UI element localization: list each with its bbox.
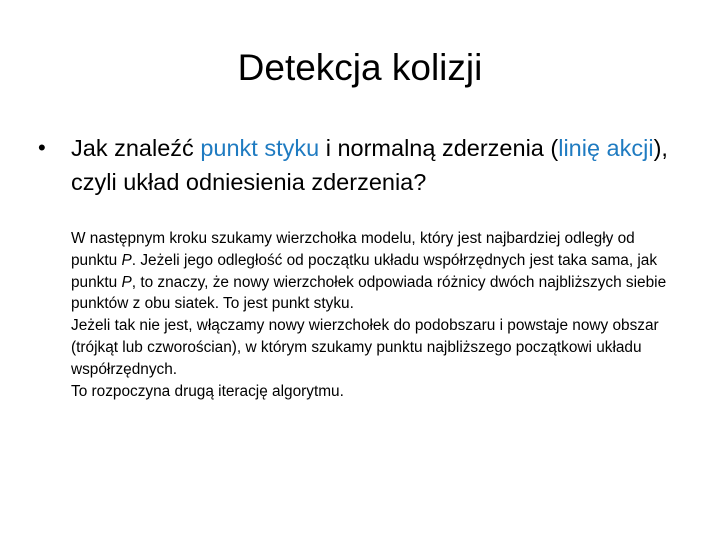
highlight-punkt-styku: punkt styku (200, 135, 320, 161)
bullet-text (71, 131, 678, 199)
slide-title: Detekcja kolizji (237, 47, 483, 88)
highlight-linie-akcji: linię akcji (558, 135, 654, 161)
explanation-text (71, 228, 671, 402)
paragraph-3: To rozpoczyna drugą iterację algorytmu. (71, 382, 344, 400)
bullet-text-part: Jak znaleźć (71, 135, 201, 161)
point-p-label: P (121, 251, 132, 269)
paragraph-1 (71, 228, 671, 315)
point-p-label: P (121, 273, 132, 291)
bullet-text-part: ), czyli układ odniesienia zderzenia? (71, 135, 668, 195)
paragraph-2: Jeżeli tak nie jest, włączamy nowy wierzchołek do podobszaru i powstaje nowy obszar (trójkąt lub czworościan), w którym szukamy punktu najbliższego początkowi układu współrzędnych. (71, 317, 659, 378)
paragraph-1-part: . Jeżeli jego odległość od początku układu współrzędnych jest taka sama, jak punktu (71, 251, 658, 291)
paragraph-1-part: W następnym kroku szukamy wierzchołka modelu, który jest najbardziej odległy od punktu (71, 230, 635, 269)
bullet-text-part: i normalną zderzenia ( (319, 135, 559, 161)
bullet-dot-icon: • (38, 135, 46, 160)
bullet-question (38, 131, 678, 199)
paragraph-1-part: , to znaczy, że nowy wierzchołek odpowiada różnicy dwóch najbliższych siebie punktów z obu siatek. To jest punkt styku. (71, 273, 667, 313)
